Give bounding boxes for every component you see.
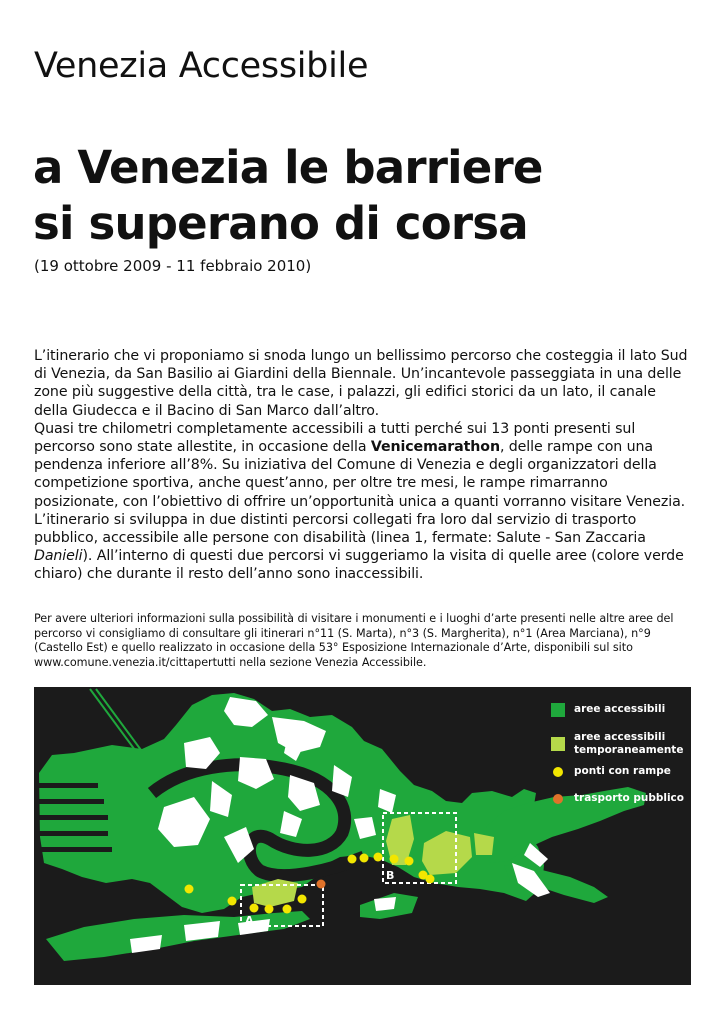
ramp-bridge-dot (390, 855, 399, 864)
intro-p3-end: ). All’interno di questi due percorsi vi suggeriamo la visita di quelle aree (colore verde chiaro) che durante il resto dell’anno sono inaccessibili. (34, 548, 684, 583)
legend-label: aree accessibili (574, 703, 666, 715)
legend-label: trasporto pubblico (574, 791, 684, 804)
intro-p2-start: Quasi tre chilometri completamente accessibili a tutti perché sui 13 ponti presenti sul percorso sono state allestite, in occasione della (34, 420, 636, 456)
transport-stop-dot (317, 880, 326, 889)
intro-p3-start: L’itinerario si sviluppa in due distinti percorsi collegati fra loro dal servizio di trasporto pubblico, accessibile alle persone con disabilità (linea 1, fermate: Salute - San Zaccaria (34, 511, 646, 547)
ramp-bridge-dot (228, 897, 237, 906)
legend-dot (553, 767, 563, 777)
intro-paragraph-1: L’itinerario che vi proponiamo si snoda lungo un bellissimo percorso che costeggia il lato Sud di Venezia, da San Basilio ai Giardini della Biennale. Un’incantevole passeggiata in una delle zone più suggestive della città, tra le case, i palazzi, gli edifici storici da un lato, il canale della Giudecca e il Bacino di San Marco dall’altro. (34, 348, 688, 419)
legend-item-ramps (551, 765, 684, 778)
legend-item-temporary (551, 731, 684, 756)
ramp-bridge-dot (374, 853, 383, 862)
ramp-bridge-dot (360, 854, 369, 863)
ramp-bridge-dot (405, 857, 414, 866)
event-dates: (19 ottobre 2009 - 11 febbraio 2010) (34, 257, 312, 275)
headline-line-1: a Venezia le barriere (33, 141, 543, 194)
route-map (34, 687, 691, 985)
ramp-bridge-dot (298, 895, 307, 904)
ramp-bridge-dot (348, 855, 357, 864)
legend-label: ponti con rampe (574, 765, 671, 777)
section-title: Venezia Accessibile (34, 46, 369, 86)
stop-danieli: Danieli (34, 548, 83, 565)
headline-line-2: si superano di corsa (33, 197, 528, 250)
giudecca-island (46, 911, 310, 961)
legend-dot (553, 794, 563, 804)
ramp-bridge-dot (265, 905, 274, 914)
legend-swatch (551, 703, 565, 717)
san-giorgio-white (374, 897, 396, 911)
venicemarathon-label: Venicemarathon (370, 439, 500, 456)
route-label-a: A (245, 914, 254, 927)
legend-swatch (551, 737, 565, 751)
info-note: Per avere ulteriori informazioni sulla possibilità di visitare i monumenti e i luoghi d’arte presenti nelle altre aree del percorso vi consigliamo di consultare gli itinerari n°11 (S. Marta), n°3 (S. Margherita), n°1 (Area Marciana), n°9 (Castello Est) e quello realizzato in occasione della 53° Esposizione Internazionale d’Arte, disponibili sul sito www.comune.venezia.it/cittapertutti nella sezione Venezia Accessibile. (34, 612, 674, 669)
ramp-bridge-dot (185, 885, 194, 894)
intro-paragraph-2 (34, 420, 694, 511)
legend-label: aree accessibili temporaneamente (574, 731, 684, 756)
ramp-bridge-dot (283, 905, 292, 914)
legend-item-transport (551, 792, 684, 805)
intro-paragraph-3 (34, 511, 694, 584)
route-label-b: B (386, 869, 395, 882)
headline (33, 140, 543, 252)
intro-p2-end: , delle rampe con una pendenza inferiore all’8%. Su iniziativa del Comune di Venezia e degli organizzatori della competizione sportiva, anche quest’anno, per oltre tre mesi, le rampe rimarranno posizionate, con l’obiettivo di offrire un’opportunità unica a quanti vorranno visitare Venezia. (34, 439, 686, 510)
ramp-bridge-dot (426, 875, 435, 884)
ramp-bridge-dot (250, 904, 259, 913)
intro-text (34, 347, 694, 584)
legend-item-accessible (551, 703, 684, 717)
map-legend (551, 703, 684, 804)
